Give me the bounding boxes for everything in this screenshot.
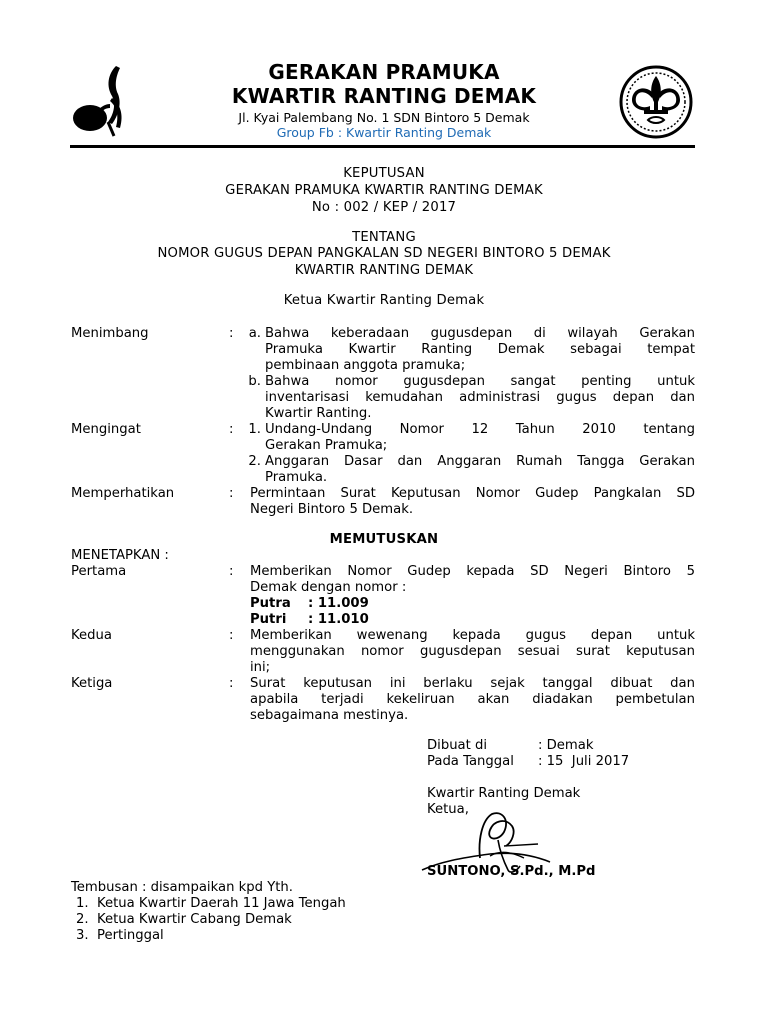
menimbang-b-line: Kwartir Ranting. (265, 406, 372, 421)
mengingat-1-line: Gerakan Pramuka; (265, 438, 388, 453)
tembusan-intro: Tembusan : disampaikan kpd Yth. (71, 880, 293, 895)
menimbang-a-line: pembinaan anggota pramuka; (265, 358, 466, 373)
list-item-mark: 2. (76, 912, 89, 927)
mengingat-2-line: Pramuka. (265, 470, 328, 485)
menetapkan-label: MENETAPKAN : (71, 548, 169, 563)
item-mark: 2. (248, 454, 261, 469)
issuer: Ketua Kwartir Ranting Demak (283, 293, 485, 308)
about-line2: KWARTIR RANTING DEMAK (294, 263, 474, 278)
ketiga-line: apabila terjadi kekeliruan akan diadakan pembetulan (250, 692, 695, 707)
memperhatikan-label: Memperhatikan (71, 486, 175, 501)
doc-number: No : 002 / KEP / 2017 (311, 200, 457, 215)
list-item: Ketua Kwartir Daerah 11 Jawa Tengah (97, 896, 346, 911)
org-name-line1: GERAKAN PRAMUKA (268, 60, 500, 84)
signatory-name: SUNTONO, S.Pd., M.Pd (427, 864, 596, 879)
colon: : (229, 326, 234, 341)
scout-fleur-de-lis-emblem (618, 64, 694, 140)
colon: : (229, 486, 234, 501)
signature-role: Ketua, (427, 802, 469, 817)
item-mark: a. (248, 326, 261, 341)
facebook-group: Group Fb : Kwartir Ranting Demak (276, 125, 492, 140)
putri-label: Putri (250, 612, 287, 627)
mengingat-label: Mengingat (71, 422, 141, 437)
org-address: Jl. Kyai Palembang No. 1 SDN Bintoro 5 Demak (238, 110, 530, 125)
pertama-line: Memberikan Nomor Gudep kepada SD Negeri Bintoro 5 (250, 564, 695, 579)
list-item: Ketua Kwartir Cabang Demak (97, 912, 292, 927)
mengingat-1-line: Undang-Undang Nomor 12 Tahun 2010 tentang (265, 422, 695, 437)
dibuat-label: Dibuat di (427, 738, 488, 753)
menimbang-label: Menimbang (71, 326, 149, 341)
pertama-label: Pertama (71, 564, 127, 579)
list-item-mark: 3. (76, 928, 89, 943)
colon: : (229, 564, 234, 579)
kedua-line: ini; (250, 660, 271, 675)
list-item: Pertinggal (97, 928, 164, 943)
tanggal-value: : 15 Juli 2017 (538, 754, 630, 769)
kedua-label: Kedua (71, 628, 112, 643)
doc-issuer-org: GERAKAN PRAMUKA KWARTIR RANTING DEMAK (225, 183, 543, 198)
dibuat-value: : Demak (538, 738, 594, 753)
colon: : (229, 628, 234, 643)
kedua-line: menggunakan nomor gugusdepan sesuai surat keputusan (250, 644, 695, 659)
menimbang-a-line: Bahwa keberadaan gugusdepan di wilayah Gerakan (265, 326, 695, 341)
putra-label: Putra (250, 596, 291, 611)
tanggal-label: Pada Tanggal (427, 754, 514, 769)
decision-heading: MEMUTUSKAN (329, 532, 439, 547)
about-heading: TENTANG (352, 230, 416, 245)
ketiga-line: sebagaimana mestinya. (250, 708, 409, 723)
putra-number: : 11.009 (308, 596, 369, 611)
ketiga-line: Surat keputusan ini berlaku sejak tanggal dibuat dan (250, 676, 695, 691)
header-divider (70, 145, 695, 148)
pertama-line: Demak dengan nomor : (250, 580, 407, 595)
putri-number: : 11.010 (308, 612, 369, 627)
menimbang-b-line: Bahwa nomor gugusdepan sangat penting untuk (265, 374, 695, 389)
colon: : (229, 422, 234, 437)
ketiga-label: Ketiga (71, 676, 113, 691)
memperhatikan-line: Negeri Bintoro 5 Demak. (250, 502, 414, 517)
menimbang-a-line: Pramuka Kwartir Ranting Demak sebagai tempat (265, 342, 695, 357)
org-name-line2: KWARTIR RANTING DEMAK (231, 84, 537, 108)
memperhatikan-line: Permintaan Surat Keputusan Nomor Gudep Pangkalan SD (250, 486, 695, 501)
item-mark: b. (248, 374, 261, 389)
menimbang-b-line: inventarisasi kemudahan administrasi gugus depan dan (265, 390, 695, 405)
item-mark: 1. (248, 422, 261, 437)
signature-org: Kwartir Ranting Demak (427, 786, 581, 801)
list-item-mark: 1. (76, 896, 89, 911)
about-line1: NOMOR GUGUS DEPAN PANGKALAN SD NEGERI BINTORO 5 DEMAK (157, 246, 611, 261)
colon: : (229, 676, 234, 691)
mengingat-2-line: Anggaran Dasar dan Anggaran Rumah Tangga Gerakan (265, 454, 695, 469)
kedua-line: Memberikan wewenang kepada gugus depan untuk (250, 628, 695, 643)
doc-type: KEPUTUSAN (343, 166, 425, 181)
